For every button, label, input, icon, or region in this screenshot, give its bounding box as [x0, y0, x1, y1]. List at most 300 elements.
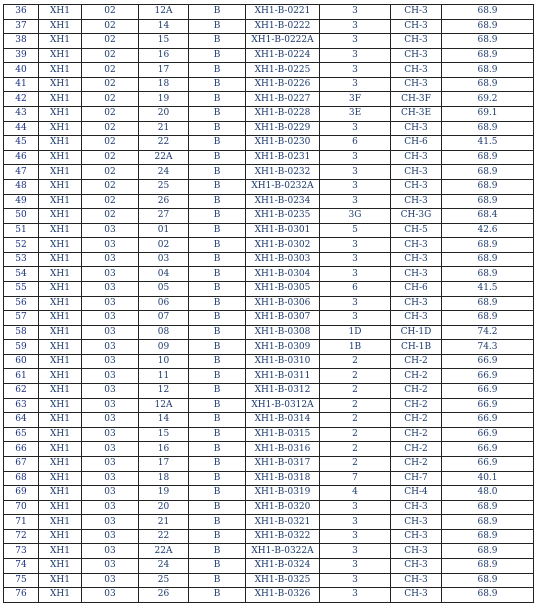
unit-code-cell: XH1-B-0302: [246, 238, 320, 253]
type-cell: 3: [320, 179, 391, 194]
table-row: [4, 427, 534, 442]
floor-cell: 03: [82, 486, 139, 501]
area-cell: 41.5: [442, 136, 534, 151]
table-row: [4, 573, 534, 588]
block-cell: B: [189, 544, 246, 559]
table-row: [4, 384, 534, 399]
unit-code-cell: XH1-B-0314: [246, 413, 320, 428]
building-cell: XH1: [39, 515, 82, 530]
building-cell: XH1: [39, 354, 82, 369]
floor-cell: 02: [82, 48, 139, 63]
table-row: [4, 165, 534, 180]
table-row: [4, 311, 534, 326]
area-cell: 68.9: [442, 34, 534, 49]
type-cell: 3: [320, 194, 391, 209]
table-row: [4, 5, 534, 20]
unit-cell: 17: [139, 456, 189, 471]
floor-cell: 03: [82, 340, 139, 355]
type-code-cell: CH-3: [391, 165, 442, 180]
row-number-cell: 37: [4, 19, 39, 34]
type-cell: 3: [320, 150, 391, 165]
area-cell: 68.9: [442, 63, 534, 78]
type-cell: 3: [320, 19, 391, 34]
unit-cell: 02: [139, 238, 189, 253]
table-row: [4, 179, 534, 194]
unit-code-cell: XH1-B-0311: [246, 369, 320, 384]
type-cell: 3: [320, 252, 391, 267]
type-code-cell: CH-3: [391, 529, 442, 544]
area-cell: 68.9: [442, 544, 534, 559]
block-cell: B: [189, 252, 246, 267]
type-cell: 4: [320, 486, 391, 501]
block-cell: B: [189, 121, 246, 136]
unit-cell: 24: [139, 165, 189, 180]
type-cell: 3: [320, 311, 391, 326]
type-code-cell: CH-3: [391, 296, 442, 311]
block-cell: B: [189, 107, 246, 122]
block-cell: B: [189, 281, 246, 296]
unit-code-cell: XH1-B-0324: [246, 558, 320, 573]
area-cell: 42.6: [442, 223, 534, 238]
building-cell: XH1: [39, 238, 82, 253]
type-cell: 1B: [320, 340, 391, 355]
building-cell: XH1: [39, 223, 82, 238]
table-row: [4, 340, 534, 355]
table-row: [4, 92, 534, 107]
unit-cell: 06: [139, 296, 189, 311]
unit-code-cell: XH1-B-0325: [246, 573, 320, 588]
type-code-cell: CH-3: [391, 311, 442, 326]
building-cell: XH1: [39, 369, 82, 384]
type-cell: 3: [320, 121, 391, 136]
row-number-cell: 42: [4, 92, 39, 107]
unit-cell: 22: [139, 136, 189, 151]
type-code-cell: CH-3E: [391, 107, 442, 122]
table-row: [4, 63, 534, 78]
area-cell: 68.9: [442, 194, 534, 209]
type-cell: 3F: [320, 92, 391, 107]
table-row: [4, 486, 534, 501]
type-code-cell: CH-3: [391, 588, 442, 603]
floor-cell: 03: [82, 573, 139, 588]
unit-cell: 19: [139, 486, 189, 501]
unit-code-cell: XH1-B-0307: [246, 311, 320, 326]
unit-code-cell: XH1-B-0321: [246, 515, 320, 530]
type-code-cell: CH-3: [391, 252, 442, 267]
building-cell: XH1: [39, 121, 82, 136]
building-cell: XH1: [39, 325, 82, 340]
type-code-cell: CH-3: [391, 5, 442, 20]
area-cell: 68.9: [442, 267, 534, 282]
table-row: [4, 34, 534, 49]
type-cell: 3: [320, 238, 391, 253]
block-cell: B: [189, 63, 246, 78]
unit-cell: 15: [139, 427, 189, 442]
row-number-cell: 67: [4, 456, 39, 471]
row-number-cell: 54: [4, 267, 39, 282]
unit-cell: 15: [139, 34, 189, 49]
row-number-cell: 40: [4, 63, 39, 78]
type-code-cell: CH-7: [391, 471, 442, 486]
row-number-cell: 63: [4, 398, 39, 413]
unit-cell: 22A: [139, 150, 189, 165]
unit-code-cell: XH1-B-0235: [246, 209, 320, 224]
row-number-cell: 56: [4, 296, 39, 311]
building-cell: XH1: [39, 311, 82, 326]
area-cell: 68.9: [442, 588, 534, 603]
table-row: [4, 500, 534, 515]
building-cell: XH1: [39, 500, 82, 515]
block-cell: B: [189, 486, 246, 501]
unit-code-cell: XH1-B-0226: [246, 77, 320, 92]
table-row: [4, 558, 534, 573]
type-cell: 3: [320, 5, 391, 20]
area-cell: 68.9: [442, 500, 534, 515]
area-cell: 68.9: [442, 238, 534, 253]
area-cell: 68.9: [442, 150, 534, 165]
type-code-cell: CH-6: [391, 281, 442, 296]
table-row: [4, 515, 534, 530]
block-cell: B: [189, 340, 246, 355]
building-cell: XH1: [39, 5, 82, 20]
type-cell: 3: [320, 77, 391, 92]
building-cell: XH1: [39, 179, 82, 194]
block-cell: B: [189, 179, 246, 194]
building-cell: XH1: [39, 150, 82, 165]
block-cell: B: [189, 588, 246, 603]
unit-cell: 18: [139, 471, 189, 486]
type-code-cell: CH-1B: [391, 340, 442, 355]
floor-cell: 03: [82, 588, 139, 603]
floor-cell: 02: [82, 5, 139, 20]
unit-cell: 16: [139, 442, 189, 457]
table-row: [4, 209, 534, 224]
building-cell: XH1: [39, 267, 82, 282]
block-cell: B: [189, 573, 246, 588]
type-cell: 2: [320, 456, 391, 471]
type-code-cell: CH-2: [391, 413, 442, 428]
row-number-cell: 55: [4, 281, 39, 296]
type-code-cell: CH-3: [391, 558, 442, 573]
block-cell: B: [189, 150, 246, 165]
unit-cell: 26: [139, 194, 189, 209]
type-code-cell: CH-3: [391, 63, 442, 78]
floor-cell: 03: [82, 500, 139, 515]
area-cell: 68.9: [442, 515, 534, 530]
unit-code-cell: XH1-B-0320: [246, 500, 320, 515]
unit-cell: 11: [139, 369, 189, 384]
type-cell: 2: [320, 413, 391, 428]
area-cell: 41.5: [442, 281, 534, 296]
unit-code-cell: XH1-B-0231: [246, 150, 320, 165]
unit-code-cell: XH1-B-0309: [246, 340, 320, 355]
unit-cell: 21: [139, 121, 189, 136]
type-cell: 3: [320, 529, 391, 544]
row-number-cell: 41: [4, 77, 39, 92]
unit-cell: 19: [139, 92, 189, 107]
unit-cell: 14: [139, 413, 189, 428]
area-cell: 68.9: [442, 252, 534, 267]
type-cell: 3: [320, 165, 391, 180]
table-row: [4, 471, 534, 486]
unit-code-cell: XH1-B-0230: [246, 136, 320, 151]
row-number-cell: 68: [4, 471, 39, 486]
row-number-cell: 49: [4, 194, 39, 209]
table-row: [4, 267, 534, 282]
floor-cell: 03: [82, 442, 139, 457]
type-cell: 2: [320, 384, 391, 399]
type-code-cell: CH-3: [391, 544, 442, 559]
block-cell: B: [189, 558, 246, 573]
block-cell: B: [189, 223, 246, 238]
type-cell: 3: [320, 544, 391, 559]
floor-cell: 03: [82, 413, 139, 428]
table-row: [4, 238, 534, 253]
type-cell: 6: [320, 281, 391, 296]
table-row: [4, 150, 534, 165]
row-number-cell: 65: [4, 427, 39, 442]
unit-table: [3, 4, 534, 603]
table-row: [4, 281, 534, 296]
row-number-cell: 74: [4, 558, 39, 573]
block-cell: B: [189, 354, 246, 369]
unit-cell: 21: [139, 515, 189, 530]
table-row: [4, 121, 534, 136]
area-cell: 66.9: [442, 369, 534, 384]
table-row: [4, 194, 534, 209]
block-cell: B: [189, 92, 246, 107]
type-cell: 3: [320, 588, 391, 603]
building-cell: XH1: [39, 296, 82, 311]
area-cell: 48.0: [442, 486, 534, 501]
type-code-cell: CH-3: [391, 121, 442, 136]
building-cell: XH1: [39, 165, 82, 180]
row-number-cell: 61: [4, 369, 39, 384]
row-number-cell: 72: [4, 529, 39, 544]
unit-code-cell: XH1-B-0301: [246, 223, 320, 238]
building-cell: XH1: [39, 77, 82, 92]
area-cell: 66.9: [442, 442, 534, 457]
unit-code-cell: XH1-B-0232: [246, 165, 320, 180]
row-number-cell: 52: [4, 238, 39, 253]
unit-code-cell: XH1-B-0318: [246, 471, 320, 486]
block-cell: B: [189, 456, 246, 471]
unit-code-cell: XH1-B-0222: [246, 19, 320, 34]
row-number-cell: 64: [4, 413, 39, 428]
row-number-cell: 53: [4, 252, 39, 267]
block-cell: B: [189, 427, 246, 442]
block-cell: B: [189, 500, 246, 515]
building-cell: XH1: [39, 413, 82, 428]
unit-cell: 20: [139, 500, 189, 515]
floor-cell: 03: [82, 456, 139, 471]
unit-cell: 17: [139, 63, 189, 78]
type-code-cell: CH-2: [391, 427, 442, 442]
area-cell: 74.3: [442, 340, 534, 355]
block-cell: B: [189, 369, 246, 384]
unit-code-cell: XH1-B-0227: [246, 92, 320, 107]
area-cell: 68.9: [442, 48, 534, 63]
block-cell: B: [189, 5, 246, 20]
unit-cell: 26: [139, 588, 189, 603]
block-cell: B: [189, 48, 246, 63]
type-code-cell: CH-2: [391, 442, 442, 457]
floor-cell: 03: [82, 267, 139, 282]
floor-cell: 03: [82, 398, 139, 413]
building-cell: XH1: [39, 588, 82, 603]
block-cell: B: [189, 311, 246, 326]
type-cell: 7: [320, 471, 391, 486]
unit-cell: 04: [139, 267, 189, 282]
area-cell: 66.9: [442, 354, 534, 369]
block-cell: B: [189, 238, 246, 253]
table-row: [4, 588, 534, 603]
building-cell: XH1: [39, 427, 82, 442]
table-row: [4, 456, 534, 471]
row-number-cell: 48: [4, 179, 39, 194]
type-code-cell: CH-3: [391, 19, 442, 34]
type-cell: 3G: [320, 209, 391, 224]
table-row: [4, 398, 534, 413]
table-row: [4, 325, 534, 340]
floor-cell: 03: [82, 238, 139, 253]
row-number-cell: 47: [4, 165, 39, 180]
type-code-cell: CH-3: [391, 150, 442, 165]
area-cell: 68.9: [442, 573, 534, 588]
table-row: [4, 296, 534, 311]
type-cell: 3: [320, 500, 391, 515]
row-number-cell: 57: [4, 311, 39, 326]
table-row: [4, 19, 534, 34]
table-row: [4, 223, 534, 238]
unit-code-cell: XH1-B-0304: [246, 267, 320, 282]
row-number-cell: 39: [4, 48, 39, 63]
block-cell: B: [189, 165, 246, 180]
block-cell: B: [189, 398, 246, 413]
unit-cell: 10: [139, 354, 189, 369]
table-row: [4, 369, 534, 384]
area-cell: 66.9: [442, 384, 534, 399]
row-number-cell: 50: [4, 209, 39, 224]
row-number-cell: 62: [4, 384, 39, 399]
table-row: [4, 136, 534, 151]
type-code-cell: CH-1D: [391, 325, 442, 340]
row-number-cell: 70: [4, 500, 39, 515]
area-cell: 40.1: [442, 471, 534, 486]
unit-code-cell: XH1-B-0225: [246, 63, 320, 78]
floor-cell: 02: [82, 209, 139, 224]
unit-code-cell: XH1-B-0305: [246, 281, 320, 296]
area-cell: 68.9: [442, 121, 534, 136]
unit-code-cell: XH1-B-0322A: [246, 544, 320, 559]
area-cell: 66.9: [442, 413, 534, 428]
area-cell: 68.9: [442, 165, 534, 180]
unit-code-cell: XH1-B-0232A: [246, 179, 320, 194]
building-cell: XH1: [39, 107, 82, 122]
area-cell: 68.9: [442, 311, 534, 326]
type-code-cell: CH-3: [391, 515, 442, 530]
floor-cell: 02: [82, 63, 139, 78]
area-cell: 68.9: [442, 179, 534, 194]
unit-code-cell: XH1-B-0312A: [246, 398, 320, 413]
row-number-cell: 46: [4, 150, 39, 165]
unit-code-cell: XH1-B-0229: [246, 121, 320, 136]
floor-cell: 03: [82, 223, 139, 238]
building-cell: XH1: [39, 252, 82, 267]
table-row: [4, 107, 534, 122]
area-cell: 69.2: [442, 92, 534, 107]
unit-cell: 16: [139, 48, 189, 63]
floor-cell: 03: [82, 325, 139, 340]
building-cell: XH1: [39, 558, 82, 573]
floor-cell: 02: [82, 19, 139, 34]
block-cell: B: [189, 471, 246, 486]
building-cell: XH1: [39, 340, 82, 355]
type-cell: 2: [320, 398, 391, 413]
row-number-cell: 60: [4, 354, 39, 369]
type-cell: 3: [320, 515, 391, 530]
type-cell: 2: [320, 369, 391, 384]
table-body: [4, 5, 534, 603]
area-cell: 68.4: [442, 209, 534, 224]
unit-cell: 20: [139, 107, 189, 122]
unit-code-cell: XH1-B-0317: [246, 456, 320, 471]
building-cell: XH1: [39, 194, 82, 209]
unit-code-cell: XH1-B-0303: [246, 252, 320, 267]
area-cell: 68.9: [442, 558, 534, 573]
unit-cell: 22A: [139, 544, 189, 559]
building-cell: XH1: [39, 384, 82, 399]
table-row: [4, 354, 534, 369]
type-code-cell: CH-3: [391, 573, 442, 588]
row-number-cell: 43: [4, 107, 39, 122]
floor-cell: 02: [82, 165, 139, 180]
block-cell: B: [189, 442, 246, 457]
type-code-cell: CH-3: [391, 48, 442, 63]
row-number-cell: 76: [4, 588, 39, 603]
type-code-cell: CH-3: [391, 34, 442, 49]
type-cell: 2: [320, 354, 391, 369]
type-code-cell: CH-3F: [391, 92, 442, 107]
unit-code-cell: XH1-B-0234: [246, 194, 320, 209]
floor-cell: 02: [82, 34, 139, 49]
unit-code-cell: XH1-B-0308: [246, 325, 320, 340]
floor-cell: 02: [82, 77, 139, 92]
type-code-cell: CH-2: [391, 384, 442, 399]
unit-cell: 14: [139, 19, 189, 34]
floor-cell: 03: [82, 311, 139, 326]
area-cell: 74.2: [442, 325, 534, 340]
type-code-cell: CH-3: [391, 77, 442, 92]
floor-cell: 02: [82, 150, 139, 165]
row-number-cell: 38: [4, 34, 39, 49]
floor-cell: 02: [82, 121, 139, 136]
unit-cell: 12: [139, 384, 189, 399]
building-cell: XH1: [39, 19, 82, 34]
floor-cell: 03: [82, 427, 139, 442]
type-cell: 3: [320, 558, 391, 573]
block-cell: B: [189, 267, 246, 282]
row-number-cell: 69: [4, 486, 39, 501]
row-number-cell: 71: [4, 515, 39, 530]
floor-cell: 03: [82, 558, 139, 573]
area-cell: 68.9: [442, 296, 534, 311]
area-cell: 68.9: [442, 19, 534, 34]
unit-code-cell: XH1-B-0310: [246, 354, 320, 369]
building-cell: XH1: [39, 92, 82, 107]
unit-cell: 18: [139, 77, 189, 92]
floor-cell: 03: [82, 515, 139, 530]
